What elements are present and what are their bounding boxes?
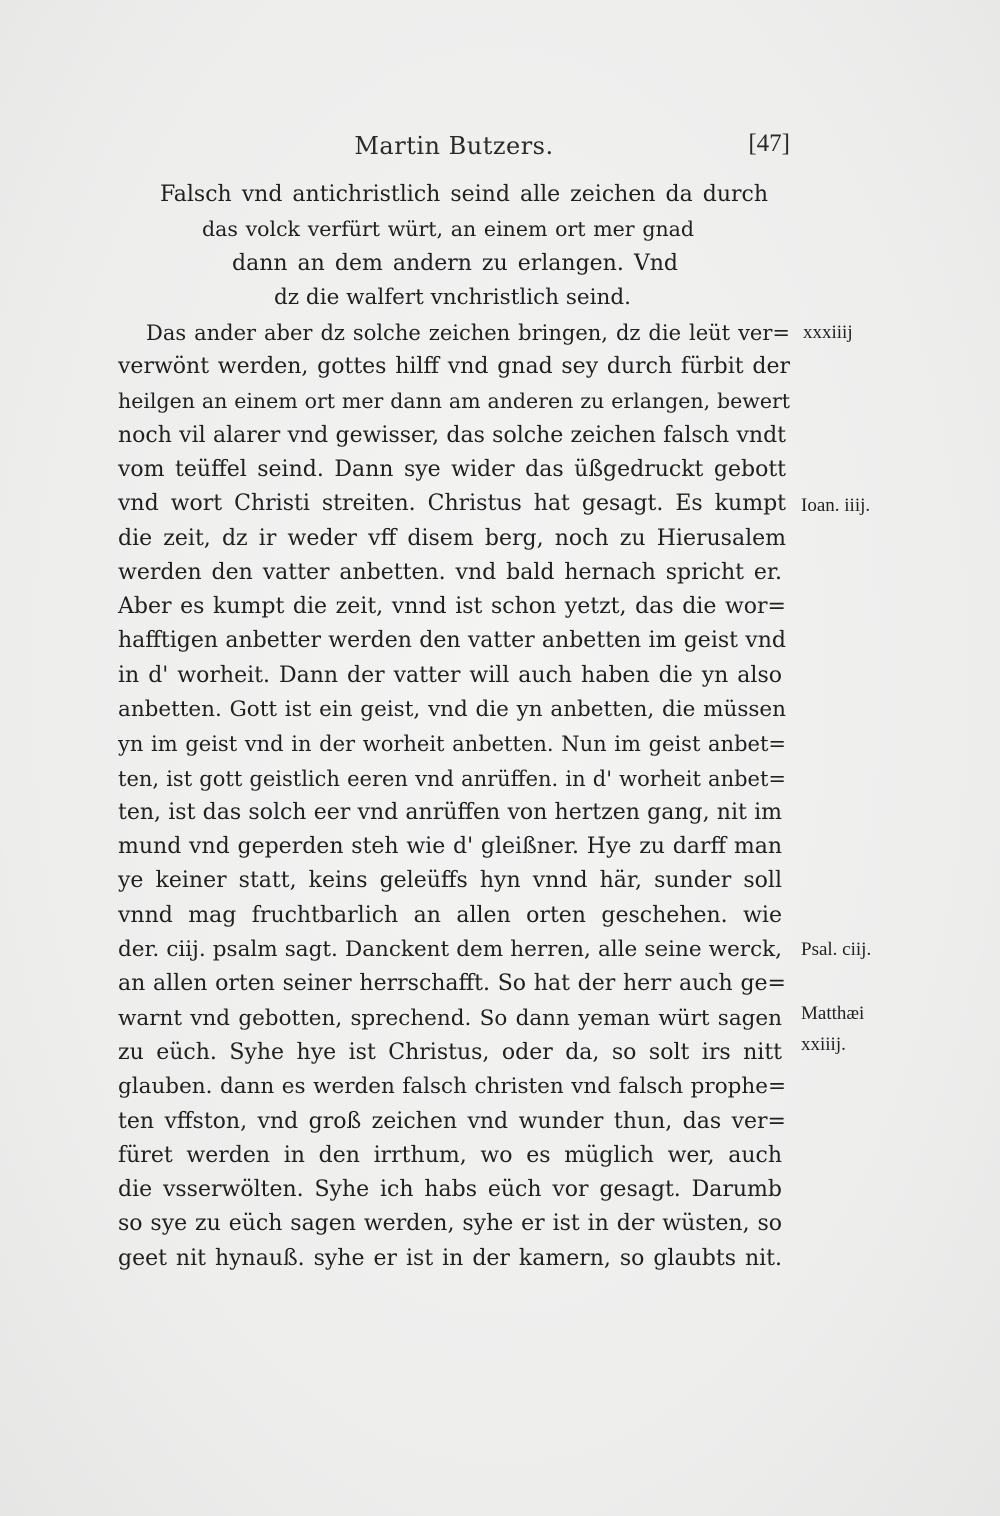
text-line: verwönt werden, gottes hilff vnd gnad sey durch fürbit der (118, 354, 790, 379)
margin-note: Psal. ciij. (801, 939, 872, 960)
text-line: ten, ist das solch eer vnd anrüffen von hertzen gang, nit im (118, 800, 782, 825)
margin-note: xxiiij. (801, 1034, 846, 1055)
text-line: der. ciij. psalm sagt. Danckent dem herren, alle seine werck, (118, 937, 782, 962)
text-line: geet nit hynauß. syhe er ist in der kamern, so glaubts nit. (118, 1246, 782, 1271)
margin-note: Matthæi (801, 1003, 865, 1024)
text-line: mund vnd geperden steh wie d' gleißner. Hye zu darff man (118, 834, 782, 859)
page-number: [47] (748, 130, 790, 157)
text-line: werden den vatter anbetten. vnd bald hernach spricht er. (118, 560, 782, 585)
text-line: ten vffston, vnd groß zeichen vnd wunder thun, das ver= (118, 1109, 786, 1134)
margin-note: xxxiiij (803, 322, 853, 343)
text-line: ten, ist gott geistlich eeren vnd anrüffen. in d' worheit anbet= (118, 767, 786, 791)
text-line: hafftigen anbetter werden den vatter anbetten im geist vnd (118, 628, 786, 653)
text-line: dz die walfert vnchristlich seind. (274, 285, 631, 310)
text-line: glauben. dann es werden falsch christen vnd falsch prophe= (118, 1074, 786, 1099)
text-line: Falsch vnd antichristlich seind alle zeichen da durch (160, 182, 768, 207)
text-line: die vsserwölten. Syhe ich habs eüch vor gesagt. Darumb (118, 1177, 782, 1202)
text-line: dann an dem andern zu erlangen. Vnd (232, 251, 678, 276)
text-line: die zeit, dz ir weder vff disem berg, noch zu Hierusalem (118, 526, 786, 551)
text-line: yn im geist vnd in der worheit anbetten. Nun im geist anbet= (118, 732, 786, 756)
text-line: vnd wort Christi streiten. Christus hat gesagt. Es kumpt (118, 491, 786, 516)
running-head: Martin Butzers. (354, 132, 554, 160)
text-line: Aber es kumpt die zeit, vnnd ist schon yetzt, das die wor= (118, 594, 786, 619)
text-line: in d' worheit. Dann der vatter will auch haben die yn also (118, 663, 782, 688)
text-line: heilgen an einem ort mer dann am anderen zu erlangen, bewert (118, 389, 790, 413)
text-line: so sye zu eüch sagen werden, syhe er ist in der wüsten, so (118, 1211, 782, 1236)
text-line: noch vil alarer vnd gewisser, das solche zeichen falsch vndt (118, 423, 786, 448)
text-line: Das ander aber dz solche zeichen bringen, dz die leüt ver= (146, 321, 790, 345)
margin-note: Ioan. iiij. (801, 495, 871, 516)
text-line: warnt vnd gebotten, sprechend. So dann yeman würt sagen (118, 1006, 782, 1031)
text-line: vnnd mag fruchtbarlich an allen orten geschehen. wie (118, 903, 782, 928)
text-line: zu eüch. Syhe hye ist Christus, oder da, so solt irs nitt (118, 1040, 782, 1065)
text-line: das volck verfürt würt, an einem ort mer gnad (202, 217, 694, 241)
text-line: anbetten. Gott ist ein geist, vnd die yn anbetten, die müssen (118, 697, 786, 722)
text-line: ye keiner statt, keins geleüffs hyn vnnd här, sunder soll (118, 868, 782, 893)
text-line: füret werden in den irrthum, wo es müglich wer, auch (118, 1143, 782, 1168)
text-line: vom teüffel seind. Dann sye wider das üßgedruckt gebott (118, 457, 786, 482)
text-line: an allen orten seiner herrschafft. So hat der herr auch ge= (118, 971, 786, 996)
